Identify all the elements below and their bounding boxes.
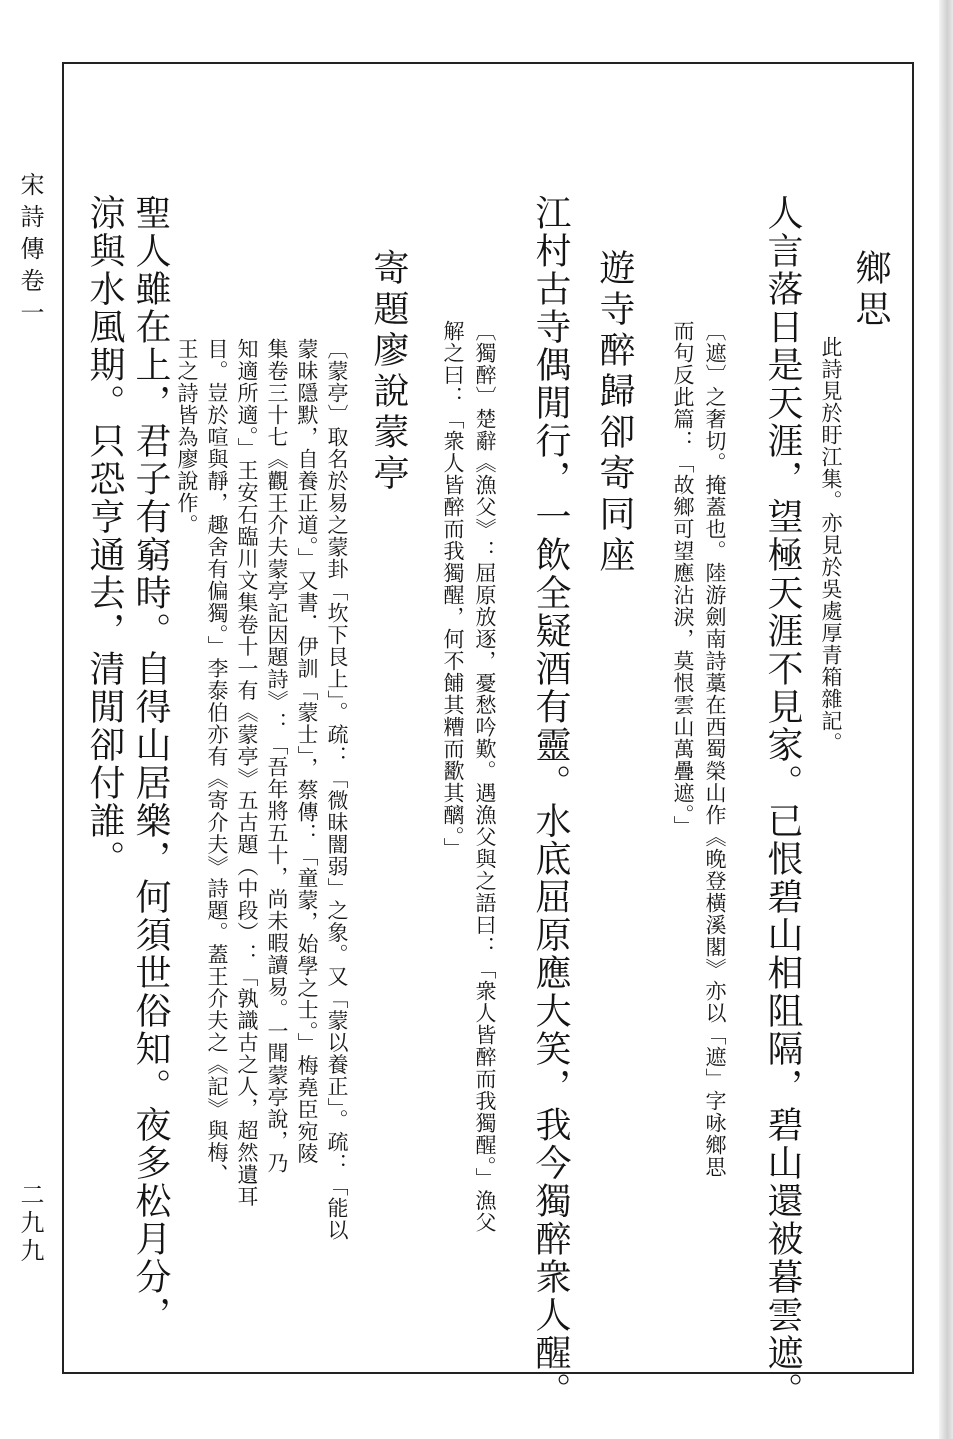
poem-title-mengting: 寄題廖說蒙亭 — [368, 249, 409, 495]
page-number: 二九九 — [16, 1182, 44, 1266]
poem-source-note: 此詩見於盱江集。亦見於吳處厚青箱雜記。 — [819, 336, 843, 754]
poem-note-mengting-2: 蒙昧隱默，自養正道。」又書．伊訓「蒙士」，蔡傳：「童蒙，始學之士。」梅堯臣宛陵 — [295, 338, 319, 1165]
text-frame — [62, 62, 914, 1410]
poem-note-xiangsi-2: 而句反此篇：「故鄉可望應沾淚，莫恨雲山萬疊遮。」 — [671, 320, 695, 838]
poem-note-mengting-6: 王之詩皆為廖說作。 — [175, 338, 199, 536]
poem-note-youshi-1: 〔獨醉〕楚辭《漁父》：屈原放逐，憂愁吟歎。遇漁父與之語曰：「衆人皆醉而我獨醒。」漁父 — [473, 320, 497, 1234]
poem-note-mengting-3: 集卷三十七《觀王介夫蒙亭記因題詩》：「吾年將五十，尚未暇讀易。一聞蒙亭說，乃 — [265, 338, 289, 1174]
poem-title-xiangsi: 鄉思 — [850, 249, 891, 331]
poem-text-youshi: 江村古寺偶閒行，一飲全疑酒有靈。水底屈原應大笑，我今獨醉衆人醒。 — [530, 194, 571, 1410]
poem-note-mengting-1: 〔蒙亭〕取名於易之蒙卦「坎下艮上」。疏：「微昧闇弱」之象。又「蒙以養正」。疏：「能以 — [325, 338, 349, 1241]
poem-note-mengting-4: 知適所適。」王安石臨川文集卷十一有《蒙亭》五古題（中段）：「孰識古之人，超然遺耳 — [235, 338, 259, 1208]
poem-text-mengting-1: 聖人雖在上，君子有窮時。自得山居樂，何須世俗知。夜多松月分， — [130, 194, 171, 1334]
poem-title-youshi: 遊寺醉歸卻寄同座 — [594, 249, 635, 577]
poem-text-mengting-2: 涼與水風期。只恐亨通去，清閒卻付誰。 — [84, 194, 125, 878]
poem-note-mengting-5: 目。豈於喧與靜，趣舍有偏獨。」李泰伯亦有《寄介夫》詩題。蓋王介夫之《記》與梅、 — [205, 338, 229, 1186]
poem-note-xiangsi-1: 〔遮〕之奢切。掩蓋也。陸游劍南詩藁在西蜀榮山作《晚登橫溪閣》亦以「遮」字咏鄉思 — [703, 320, 727, 1178]
page-edge — [939, 0, 953, 1439]
book-title: 宋詩傳卷一 — [16, 172, 44, 332]
poem-note-youshi-2: 解之曰：「衆人皆醉而我獨醒，何不餔其糟而歠其醨。」 — [441, 320, 465, 860]
poem-text-xiangsi: 人言落日是天涯，望極天涯不見家。已恨碧山相阻隔，碧山還被暮雲遮。 — [762, 194, 803, 1410]
